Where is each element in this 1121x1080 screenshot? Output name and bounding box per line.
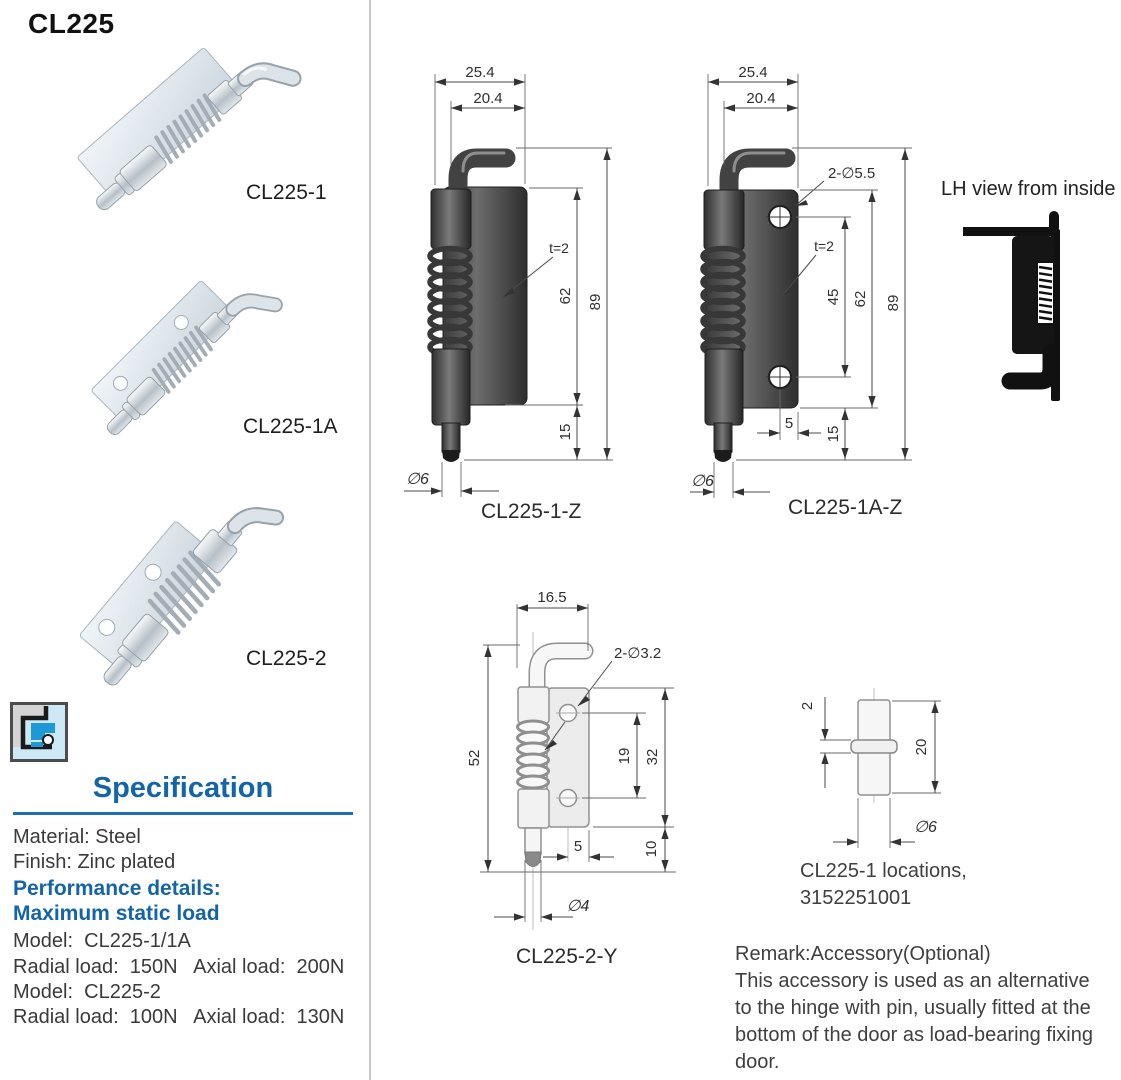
spec-performance-heading: Performance details: [13,877,221,900]
dim-pin-diameter: ∅4 [566,898,590,915]
spring-coil [703,249,743,355]
accessory-drawing [795,680,960,855]
drawing-label-cl225-1-z: CL225-1-Z [481,500,582,523]
dim-pin-diameter: ∅6 [691,473,714,490]
dim-width-outer: 25.4 [465,64,495,81]
accessory-pin [851,688,897,803]
dim-holes: 2-∅5.5 [828,165,876,182]
dim-pin-length: 15 [825,425,842,443]
dim-collar-thickness: 2 [799,701,816,711]
product-label-cl225-1: CL225-1 [246,181,327,204]
hinge-photo-group [68,488,277,693]
dim-hole-span: 19 [616,747,633,765]
dim-total-height: 89 [587,293,604,311]
dim-hole-span: 45 [825,288,842,306]
remark-line: to the hinge with pin, usually fitted at the [735,997,1091,1019]
dim-thickness: t=2 [549,240,569,256]
drawing-cl225-2-y [450,570,700,975]
spec-loads-2: Radial load: 100N Axial load: 130N [13,1006,345,1028]
dim-pin-diameter: ∅6 [406,471,429,488]
dim-width-inner: 20.4 [746,90,776,107]
dim-width-outer: 25.4 [738,64,768,81]
spec-model-1: Model: CL225-1/1A [13,930,191,952]
remark-line: door. [735,1051,780,1073]
dim-plate-height: 62 [852,290,869,308]
spring-coil [518,721,549,788]
column-divider [369,0,371,1080]
lh-view-title: LH view from inside [941,178,1116,200]
remark-line: Remark:Accessory(Optional) [735,943,991,965]
drawing-cl225-1-z [395,55,665,535]
spec-material: Material: Steel [13,826,141,848]
spec-maxload-heading: Maximum static load [13,902,220,925]
remark-line: bottom of the door as load-bearing fixing [735,1024,1093,1046]
hinge-body [518,632,590,930]
dim-plate-height: 32 [644,748,661,766]
spec-loads-1: Radial load: 150N Axial load: 200N [13,956,345,978]
dim-pin-length: 15 [557,423,574,441]
accessory-caption-line1: CL225-1 locations, [800,860,967,882]
dim-pin-diameter: ∅6 [914,819,937,836]
dim-holes: 2-∅3.2 [614,645,662,662]
spec-icon [10,702,68,762]
drawing-label-cl225-1a-z: CL225-1A-Z [788,496,903,519]
remark-text [735,941,1120,1076]
dim-width-outer: 16.5 [537,589,567,606]
hinge-body [703,153,798,462]
dim-plate-height: 62 [557,287,574,305]
spec-model-2: Model: CL225-2 [13,981,161,1003]
dim-hole-offset: 5 [573,838,583,855]
remark-line: This accessory is used as an alternative [735,970,1090,992]
product-label-cl225-1a: CL225-1A [243,415,338,438]
lh-view-drawing [935,205,1090,405]
dim-total-height: 89 [885,294,902,312]
product-label-cl225-2: CL225-2 [246,647,327,670]
dim-width-inner: 20.4 [473,90,503,107]
spring-coil [430,249,470,355]
accessory-caption-line2: 3152251001 [800,887,912,909]
dim-pin-height: 20 [913,738,930,756]
dim-hole-offset: 5 [784,415,794,432]
drawing-cl225-1a-z [690,55,948,525]
dim-pin-length: 10 [643,840,660,858]
hinge-body [430,153,527,462]
dim-total-height: 52 [466,749,483,767]
drawing-label-cl225-2-y: CL225-2-Y [516,945,618,968]
spec-finish: Finish: Zinc plated [13,851,176,873]
spec-heading: Specification [92,772,274,804]
spec-heading-underline [13,812,353,815]
page-title: CL225 [28,8,115,39]
dim-thickness: t=2 [814,238,834,254]
spring-hatch [1039,267,1052,319]
